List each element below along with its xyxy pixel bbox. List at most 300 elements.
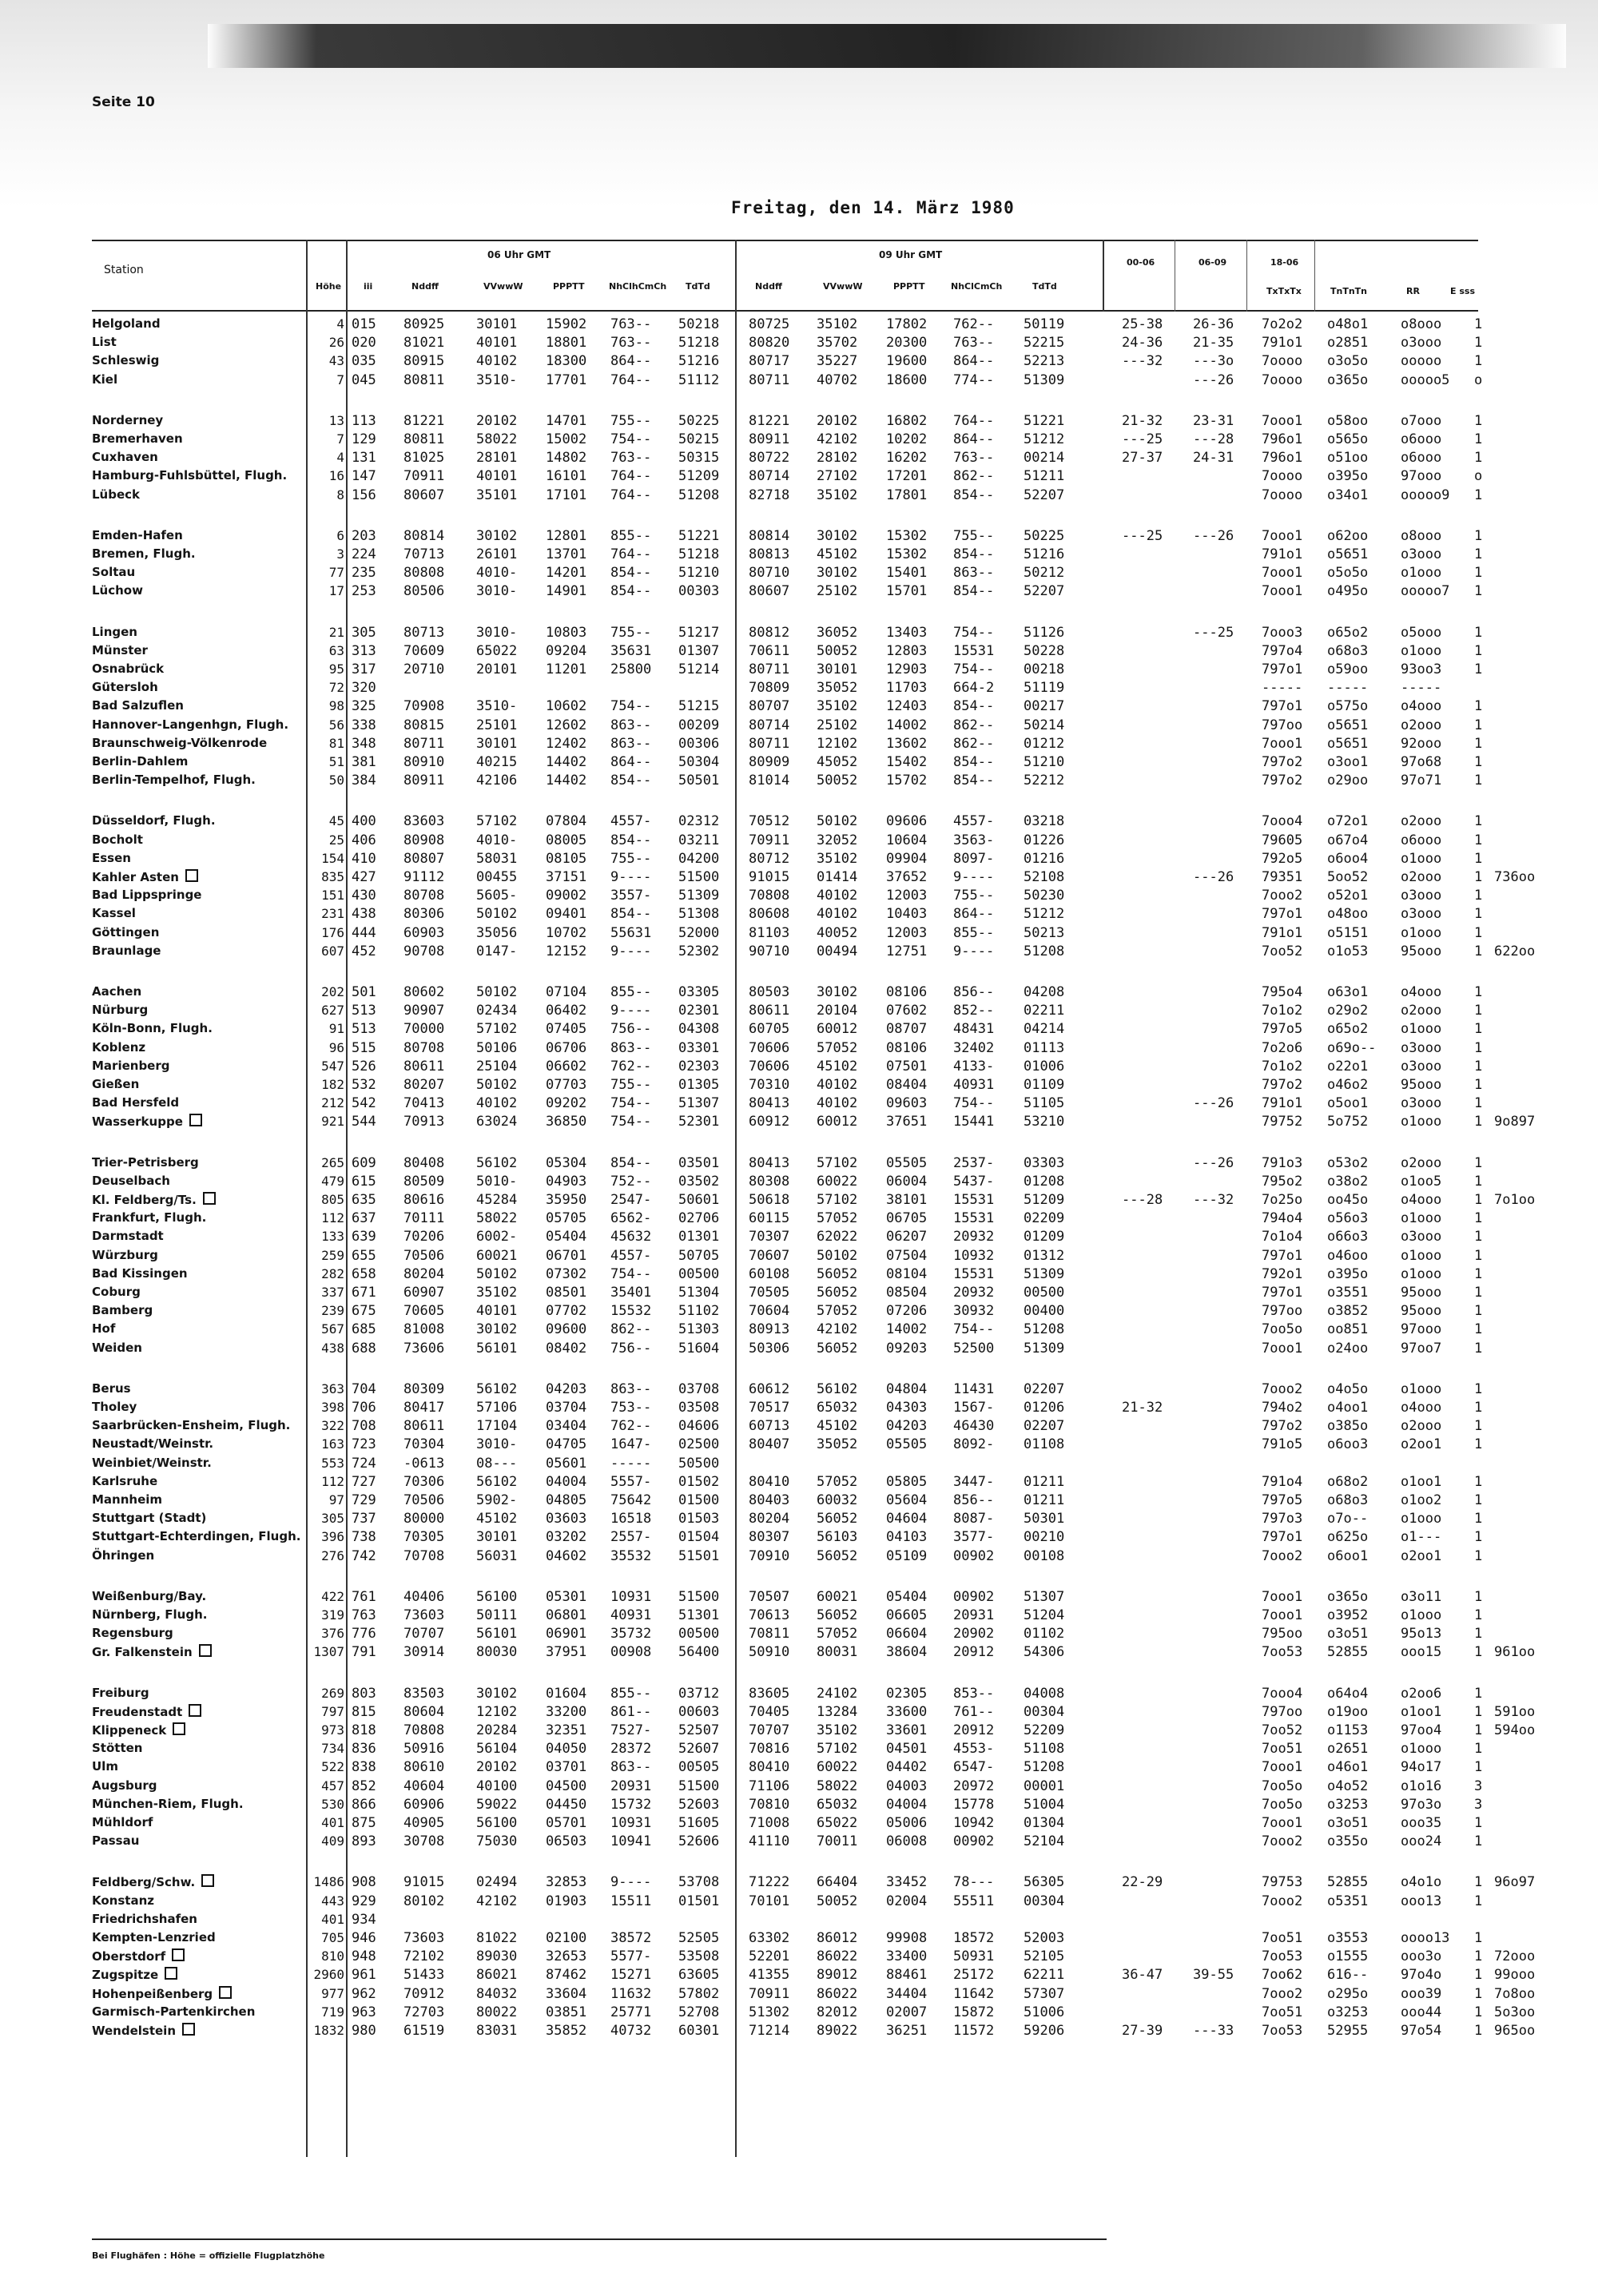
summary-cell: 7oo51 — [1262, 1930, 1303, 1946]
obs-09-cell: 04402 — [886, 1759, 928, 1775]
obs-09-cell: 51209 — [1024, 1192, 1065, 1208]
obs-06-cell: 07804 — [546, 813, 587, 829]
station-height: 91 — [328, 1021, 344, 1036]
obs-06-cell: 754-- — [610, 431, 652, 447]
summary-cell: 3 — [1474, 1778, 1483, 1794]
obs-06-cell: 762-- — [610, 1059, 652, 1075]
obs-06-cell: 763-- — [610, 450, 652, 466]
obs-09-cell: 53210 — [1024, 1114, 1065, 1130]
obs-06-cell: 14701 — [546, 413, 587, 429]
obs-09-cell: 51307 — [1024, 1589, 1065, 1605]
summary-cell: ooo35 — [1401, 1815, 1442, 1831]
obs-09-cell: 06604 — [886, 1626, 928, 1642]
obs-09-cell: 51208 — [1024, 1321, 1065, 1337]
gust-cell: ---33 — [1193, 2023, 1234, 2039]
obs-06-cell: 04500 — [546, 1778, 587, 1794]
table-row — [0, 1474, 1598, 1492]
summary-cell: 1 — [1474, 925, 1483, 941]
obs-09-cell: 04501 — [886, 1741, 928, 1757]
station-index: 727 — [352, 1474, 376, 1490]
station-index: 384 — [352, 773, 376, 789]
summary-cell: 1 — [1474, 1400, 1483, 1416]
obs-06-cell: 5902- — [476, 1492, 518, 1508]
station-name: Kassel — [92, 906, 136, 920]
obs-09-cell: 763-- — [953, 335, 995, 351]
table-row — [0, 1341, 1598, 1359]
summary-cell: 1 — [1474, 2023, 1483, 2039]
summary-cell: ooo13 — [1401, 1893, 1442, 1909]
obs-06-cell: 864-- — [610, 754, 652, 770]
obs-09-cell: 35102 — [817, 1722, 858, 1738]
summary-cell: ooo39 — [1401, 1986, 1442, 2002]
obs-09-cell: 1567- — [953, 1400, 995, 1416]
summary-cell: o3o51 — [1327, 1815, 1369, 1831]
obs-06-cell: 755-- — [610, 1077, 652, 1093]
obs-09-cell: 88461 — [886, 1967, 928, 1983]
summary-cell: o355o — [1327, 1833, 1369, 1849]
obs-09-cell: 70816 — [749, 1741, 790, 1757]
station-index: 639 — [352, 1229, 376, 1245]
station-index: 706 — [352, 1400, 376, 1416]
summary-cell: 791o3 — [1262, 1155, 1303, 1171]
obs-06-cell: 3557- — [610, 888, 652, 904]
col-d-rr: RR — [1406, 286, 1420, 296]
bottom-rule — [92, 2238, 1107, 2240]
station-height: 43 — [328, 353, 344, 368]
col-b-nh: NhClCmCh — [951, 281, 1003, 292]
station-index: 410 — [352, 851, 376, 867]
summary-cell: 7ooo2 — [1262, 1833, 1303, 1849]
obs-06-cell: 52507 — [678, 1722, 720, 1738]
obs-06-cell: 40931 — [610, 1607, 652, 1623]
station-height: 719 — [321, 2004, 344, 2020]
station-index: 015 — [352, 316, 376, 332]
summary-cell: o4ooo — [1401, 698, 1442, 714]
obs-06-cell: 06602 — [546, 1059, 587, 1075]
obs-09-cell: 11431 — [953, 1381, 995, 1397]
obs-06-cell: 12402 — [546, 736, 587, 752]
table-row — [0, 736, 1598, 754]
obs-06-cell: 75030 — [476, 1833, 518, 1849]
obs-09-cell: 51126 — [1024, 625, 1065, 641]
station-height: 805 — [321, 1192, 344, 1207]
obs-09-cell: 82718 — [749, 487, 790, 503]
obs-06-cell: 40101 — [476, 468, 518, 484]
station-height: 977 — [321, 1986, 344, 2001]
obs-09-cell: 01108 — [1024, 1436, 1065, 1452]
obs-09-cell: 57052 — [817, 1210, 858, 1226]
summary-cell: 1 — [1474, 1229, 1483, 1245]
station-height: 810 — [321, 1948, 344, 1964]
obs-09-cell: 15531 — [953, 643, 995, 659]
mountain-station-box-icon — [189, 1114, 202, 1126]
summary-cell: o1ooo — [1401, 925, 1442, 941]
obs-06-cell: 4557- — [610, 813, 652, 829]
obs-06-cell: 51210 — [678, 565, 720, 581]
obs-09-cell: 12102 — [817, 736, 858, 752]
station-index: 980 — [352, 2023, 376, 2039]
station-height: 7 — [336, 372, 344, 387]
obs-06-cell: 02301 — [678, 1003, 720, 1019]
obs-09-cell: 52209 — [1024, 1722, 1065, 1738]
obs-06-cell: 763-- — [610, 316, 652, 332]
obs-06-cell: 26101 — [476, 546, 518, 562]
station-index: 893 — [352, 1833, 376, 1849]
table-row — [0, 1021, 1598, 1039]
obs-06-cell: 50601 — [678, 1192, 720, 1208]
table-row — [0, 1589, 1598, 1607]
obs-09-cell: 15302 — [886, 546, 928, 562]
table-row — [0, 1436, 1598, 1455]
obs-09-cell: 30102 — [817, 528, 858, 544]
obs-09-cell: 80711 — [749, 372, 790, 388]
obs-06-cell: 15511 — [610, 1893, 652, 1909]
obs-09-cell: 20912 — [953, 1722, 995, 1738]
obs-06-cell: 80306 — [403, 906, 445, 922]
summary-cell: 1 — [1474, 1644, 1483, 1660]
table-row — [0, 1192, 1598, 1210]
obs-09-cell: 51216 — [1024, 546, 1065, 562]
obs-06-cell: 03508 — [678, 1400, 720, 1416]
obs-09-cell: 15441 — [953, 1114, 995, 1130]
obs-09-cell: 12403 — [886, 698, 928, 714]
summary-cell: 5o3oo — [1494, 2004, 1536, 2020]
obs-09-cell: 8097- — [953, 851, 995, 867]
summary-cell: 1 — [1474, 565, 1483, 581]
summary-cell: 72ooo — [1494, 1948, 1536, 1964]
table-row — [0, 1986, 1598, 2004]
station-index: 400 — [352, 813, 376, 829]
obs-06-cell: 855-- — [610, 984, 652, 1000]
obs-09-cell: 06705 — [886, 1210, 928, 1226]
station-index: 929 — [352, 1893, 376, 1909]
obs-09-cell: 10403 — [886, 906, 928, 922]
table-row — [0, 565, 1598, 583]
summary-cell: 1 — [1474, 1833, 1483, 1849]
obs-09-cell: 52104 — [1024, 1833, 1065, 1849]
table-row — [0, 1815, 1598, 1833]
obs-06-cell: 854-- — [610, 773, 652, 789]
station-index: 658 — [352, 1266, 376, 1282]
summary-cell: 1 — [1474, 1418, 1483, 1434]
station-height: 401 — [321, 1912, 344, 1927]
obs-09-cell: 05505 — [886, 1436, 928, 1452]
station-height: 77 — [328, 565, 344, 580]
station-index: 738 — [352, 1529, 376, 1545]
table-row — [0, 1059, 1598, 1077]
obs-09-cell: 70811 — [749, 1626, 790, 1642]
obs-09-cell: 57307 — [1024, 1986, 1065, 2002]
obs-06-cell: 01500 — [678, 1492, 720, 1508]
gust-cell: 22-29 — [1122, 1874, 1163, 1890]
station-name: Emden-Hafen — [92, 528, 183, 542]
summary-cell: 3 — [1474, 1797, 1483, 1813]
summary-cell: 1 — [1474, 1192, 1483, 1208]
obs-06-cell: 764-- — [610, 546, 652, 562]
summary-cell: 97oo7 — [1401, 1341, 1442, 1357]
obs-06-cell: 50106 — [476, 1040, 518, 1056]
obs-09-cell: 761-- — [953, 1704, 995, 1720]
summary-cell: ooooo7 — [1401, 583, 1450, 599]
table-row — [0, 1040, 1598, 1059]
obs-06-cell: 04203 — [546, 1381, 587, 1397]
summary-cell: 7oo5o — [1262, 1797, 1303, 1813]
obs-09-cell: 00217 — [1024, 698, 1065, 714]
station-index: 818 — [352, 1722, 376, 1738]
station-height: 1486 — [313, 1874, 344, 1889]
table-row — [0, 528, 1598, 546]
summary-cell: o3253 — [1327, 2004, 1369, 2020]
summary-cell: o6oo3 — [1327, 1436, 1369, 1452]
station-name: Frankfurt, Flugh. — [92, 1210, 207, 1225]
station-name: Hof — [92, 1321, 116, 1336]
obs-09-cell: 80711 — [749, 661, 790, 677]
summary-cell: o4oo1 — [1327, 1400, 1369, 1416]
summary-cell: ooo3o — [1401, 1948, 1442, 1964]
summary-cell: 7ooo1 — [1262, 1607, 1303, 1623]
obs-06-cell: 89030 — [476, 1948, 518, 1964]
table-row — [0, 431, 1598, 450]
summary-cell: 97ooo — [1401, 468, 1442, 484]
gust-cell: 21-35 — [1193, 335, 1234, 351]
obs-09-cell: 51208 — [1024, 1759, 1065, 1775]
obs-06-cell: 09401 — [546, 906, 587, 922]
station-name: Trier-Petrisberg — [92, 1155, 199, 1170]
summary-cell: 7oo53 — [1262, 1948, 1303, 1964]
obs-09-cell: 57102 — [817, 1155, 858, 1171]
obs-09-cell: 51210 — [1024, 754, 1065, 770]
obs-06-cell: 80811 — [403, 431, 445, 447]
station-index: 513 — [352, 1003, 376, 1019]
obs-09-cell: 60705 — [749, 1021, 790, 1037]
obs-09-cell: 00304 — [1024, 1893, 1065, 1909]
summary-cell: 1 — [1474, 1704, 1483, 1720]
obs-06-cell: 51604 — [678, 1341, 720, 1357]
obs-09-cell: 56102 — [817, 1381, 858, 1397]
obs-09-cell: 20902 — [953, 1626, 995, 1642]
obs-06-cell: 06701 — [546, 1248, 587, 1264]
station-name: Bad Kissingen — [92, 1266, 188, 1281]
obs-09-cell: 51309 — [1024, 372, 1065, 388]
obs-06-cell: 3510- — [476, 372, 518, 388]
station-name: Osnabrück — [92, 661, 165, 676]
summary-cell: o34o1 — [1327, 487, 1369, 503]
obs-06-cell: 83031 — [476, 2023, 518, 2039]
obs-06-cell: 80611 — [403, 1059, 445, 1075]
summary-cell: 1 — [1474, 1589, 1483, 1605]
station-height: 627 — [321, 1003, 344, 1018]
station-name: Weißenburg/Bay. — [92, 1589, 207, 1603]
obs-06-cell: 56104 — [476, 1741, 518, 1757]
table-row — [0, 1778, 1598, 1797]
obs-06-cell: 10941 — [610, 1833, 652, 1849]
summary-cell: o5651 — [1327, 736, 1369, 752]
obs-06-cell: 70913 — [403, 1114, 445, 1130]
obs-06-cell: 70808 — [403, 1722, 445, 1738]
table-row — [0, 1759, 1598, 1778]
summary-cell: 1 — [1474, 773, 1483, 789]
obs-09-cell: 01211 — [1024, 1474, 1065, 1490]
station-name: Hamburg-Fuhlsbüttel, Flugh. — [92, 468, 288, 483]
obs-09-cell: 70808 — [749, 888, 790, 904]
table-row — [0, 450, 1598, 468]
obs-09-cell: 45052 — [817, 754, 858, 770]
obs-09-cell: 06004 — [886, 1174, 928, 1190]
station-name: Göttingen — [92, 925, 160, 939]
obs-09-cell: 855-- — [953, 925, 995, 941]
obs-09-cell: 60012 — [817, 1021, 858, 1037]
summary-cell: o1o16 — [1401, 1778, 1442, 1794]
obs-06-cell: 63024 — [476, 1114, 518, 1130]
group-09-header: 09 Uhr GMT — [879, 249, 943, 260]
summary-cell: 797oo — [1262, 1704, 1303, 1720]
summary-cell: o8ooo — [1401, 316, 1442, 332]
obs-06-cell: 20931 — [610, 1778, 652, 1794]
summary-cell: ooooo9 — [1401, 487, 1450, 503]
station-height: 98 — [328, 698, 344, 713]
summary-cell: o395o — [1327, 468, 1369, 484]
station-index: 406 — [352, 832, 376, 848]
summary-cell: 7ooo2 — [1262, 1893, 1303, 1909]
obs-06-cell: 03305 — [678, 984, 720, 1000]
obs-06-cell: 2547- — [610, 1192, 652, 1208]
obs-06-cell: 863-- — [610, 736, 652, 752]
obs-06-cell: 4010- — [476, 832, 518, 848]
obs-06-cell: 04450 — [546, 1797, 587, 1813]
table-row — [0, 1607, 1598, 1626]
summary-cell: 797o1 — [1262, 1285, 1303, 1301]
obs-06-cell: 764-- — [610, 487, 652, 503]
station-name: Zugspitze — [92, 1967, 177, 1982]
obs-09-cell: 51108 — [1024, 1741, 1065, 1757]
summary-cell: 1 — [1474, 316, 1483, 332]
obs-06-cell: 51102 — [678, 1303, 720, 1319]
station-index: 020 — [352, 335, 376, 351]
obs-06-cell: 91112 — [403, 869, 445, 885]
obs-09-cell: 41355 — [749, 1967, 790, 1983]
summary-cell: o53o2 — [1327, 1155, 1369, 1171]
summary-cell: 1 — [1474, 984, 1483, 1000]
summary-cell: 791o1 — [1262, 546, 1303, 562]
summary-cell: 795oo — [1262, 1626, 1303, 1642]
summary-cell: o19oo — [1327, 1704, 1369, 1720]
obs-09-cell: 4553- — [953, 1741, 995, 1757]
summary-cell: 797o1 — [1262, 1248, 1303, 1264]
obs-09-cell: 20300 — [886, 335, 928, 351]
obs-09-cell: 80611 — [749, 1003, 790, 1019]
station-name: Gießen — [92, 1077, 140, 1091]
station-index: 791 — [352, 1644, 376, 1660]
obs-06-cell: 51500 — [678, 1778, 720, 1794]
summary-cell: o3253 — [1327, 1797, 1369, 1813]
obs-09-cell: 36251 — [886, 2023, 928, 2039]
obs-09-cell: 51221 — [1024, 413, 1065, 429]
obs-06-cell: 05301 — [546, 1589, 587, 1605]
mountain-station-box-icon — [201, 1874, 214, 1887]
summary-cell: 616-- — [1327, 1967, 1369, 1983]
table-row — [0, 583, 1598, 602]
obs-09-cell: 80413 — [749, 1095, 790, 1111]
obs-06-cell: 75642 — [610, 1492, 652, 1508]
obs-06-cell: 10931 — [610, 1815, 652, 1831]
obs-06-cell: 80911 — [403, 773, 445, 789]
obs-06-cell: 70305 — [403, 1529, 445, 1545]
station-height: 154 — [321, 851, 344, 866]
station-height: 396 — [321, 1529, 344, 1544]
summary-cell: o6ooo — [1401, 832, 1442, 848]
summary-cell: o6oo1 — [1327, 1548, 1369, 1564]
summary-cell: 92ooo — [1401, 736, 1442, 752]
obs-09-cell: 15778 — [953, 1797, 995, 1813]
obs-09-cell: 80410 — [749, 1759, 790, 1775]
obs-09-cell: 52213 — [1024, 353, 1065, 369]
summary-cell: 1 — [1474, 1095, 1483, 1111]
station-index: 737 — [352, 1511, 376, 1527]
summary-cell: 736oo — [1494, 869, 1536, 885]
obs-06-cell: 80000 — [403, 1511, 445, 1527]
obs-06-cell: 81025 — [403, 450, 445, 466]
obs-06-cell: 3510- — [476, 698, 518, 714]
obs-06-cell: 50304 — [678, 754, 720, 770]
obs-06-cell: 855-- — [610, 528, 652, 544]
obs-09-cell: 32052 — [817, 832, 858, 848]
obs-09-cell: 80308 — [749, 1174, 790, 1190]
obs-09-cell: 70101 — [749, 1893, 790, 1909]
obs-09-cell: 01006 — [1024, 1059, 1065, 1075]
summary-cell: 1 — [1474, 1626, 1483, 1642]
station-height: 25 — [328, 832, 344, 848]
obs-09-cell: 80820 — [749, 335, 790, 351]
station-name: Bremen, Flugh. — [92, 546, 196, 561]
obs-06-cell: 80807 — [403, 851, 445, 867]
summary-cell: 9o897 — [1494, 1114, 1536, 1130]
obs-06-cell: 50102 — [476, 1266, 518, 1282]
summary-cell: o3oo1 — [1327, 754, 1369, 770]
obs-09-cell: 80707 — [749, 698, 790, 714]
obs-09-cell: 35227 — [817, 353, 858, 369]
station-name: Hohenpeißenberg — [92, 1986, 232, 2001]
table-row — [0, 661, 1598, 680]
obs-06-cell: 40101 — [476, 335, 518, 351]
station-height: 231 — [321, 906, 344, 921]
obs-06-cell: 09202 — [546, 1095, 587, 1111]
obs-09-cell: 65032 — [817, 1400, 858, 1416]
obs-09-cell: 854-- — [953, 773, 995, 789]
table-top-rule — [92, 240, 1478, 241]
obs-06-cell: 52708 — [678, 2004, 720, 2020]
obs-09-cell: 17801 — [886, 487, 928, 503]
obs-09-cell: 80608 — [749, 906, 790, 922]
station-name: Bremerhaven — [92, 431, 183, 446]
summary-cell: 7ooo1 — [1262, 1341, 1303, 1357]
station-height: 553 — [321, 1456, 344, 1471]
station-name: Feldberg/Schw. — [92, 1874, 214, 1889]
station-index: 852 — [352, 1778, 376, 1794]
obs-06-cell: 38572 — [610, 1930, 652, 1946]
mountain-station-box-icon — [189, 1704, 201, 1717]
summary-cell: 1 — [1474, 943, 1483, 959]
table-row — [0, 1511, 1598, 1529]
summary-cell: oo45o — [1327, 1192, 1369, 1208]
obs-06-cell: 5577- — [610, 1948, 652, 1964]
obs-06-cell: 12801 — [546, 528, 587, 544]
station-name: Stuttgart (Stadt) — [92, 1511, 207, 1525]
obs-06-cell: 50215 — [678, 431, 720, 447]
summary-cell: 797o1 — [1262, 1529, 1303, 1545]
obs-09-cell: 52201 — [749, 1948, 790, 1964]
table-row — [0, 316, 1598, 335]
obs-09-cell: 00108 — [1024, 1548, 1065, 1564]
